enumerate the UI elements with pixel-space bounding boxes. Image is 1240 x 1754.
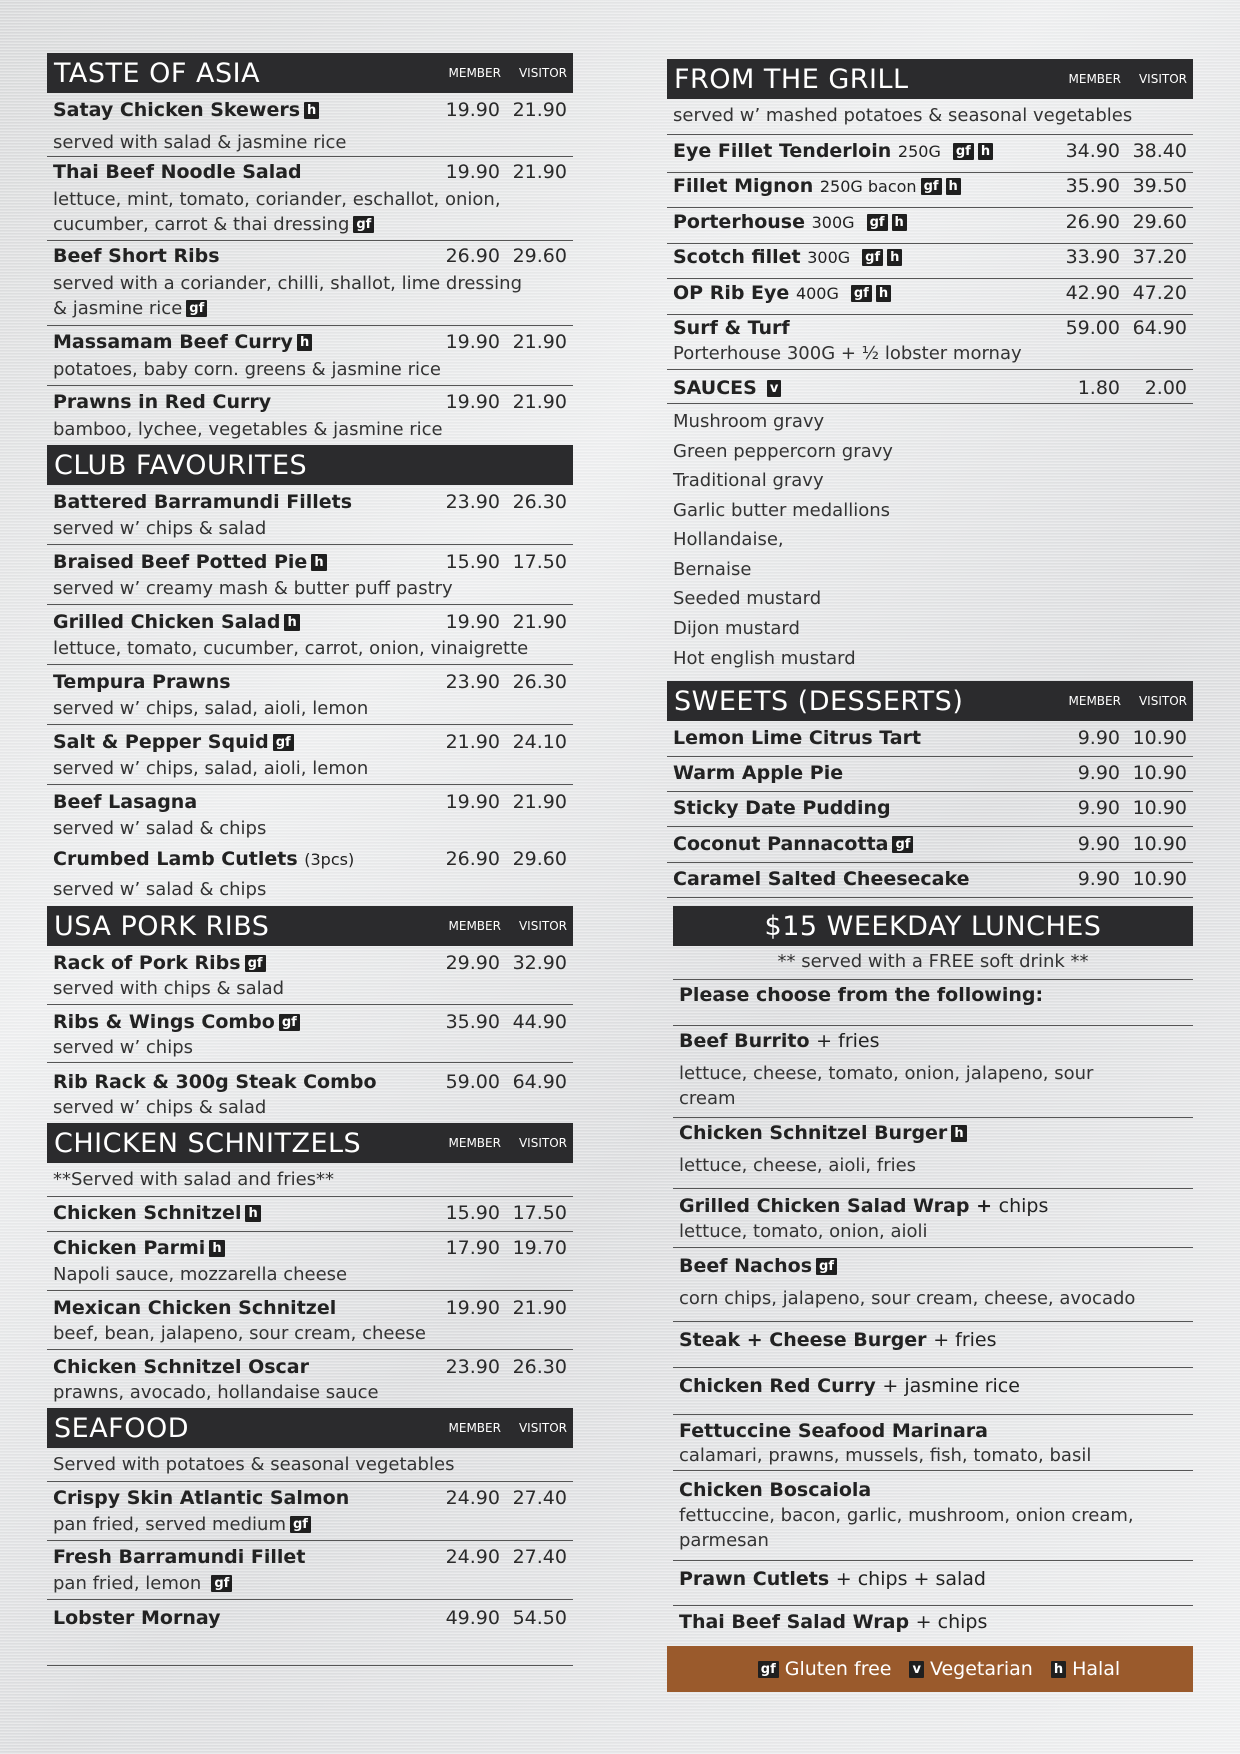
item-desc: lettuce, tomato, cucumber, carrot, onion, vinaigrette xyxy=(53,638,529,659)
section-title: CLUB FAVOURITES xyxy=(54,449,308,481)
gluten-free-icon: gf xyxy=(245,955,266,972)
menu-item xyxy=(667,140,1193,173)
halal-icon: h xyxy=(304,102,319,119)
section-header-weekday-lunches xyxy=(673,906,1193,946)
sauce-item: Traditional gravy xyxy=(673,470,824,491)
item-desc: Porterhouse 300G + ½ lobster mornay xyxy=(673,343,1022,364)
member-price: 19.90 xyxy=(445,99,500,121)
visitor-price: 21.90 xyxy=(512,1297,567,1319)
item-portion: 300G xyxy=(811,213,855,232)
gluten-free-icon: gf xyxy=(867,214,888,231)
item-name: Fresh Barramundi Fillet xyxy=(53,1546,306,1568)
item-name: Thai Beef Noodle Salad xyxy=(53,161,302,183)
visitor-price: 21.90 xyxy=(512,99,567,121)
visitor-col-label: VISITOR xyxy=(518,66,567,80)
item-desc: served with chips & salad xyxy=(53,978,285,999)
member-price: 19.90 xyxy=(445,391,500,413)
visitor-price: 37.20 xyxy=(1132,246,1187,268)
menu-item xyxy=(47,1487,573,1541)
item-desc: parmesan xyxy=(679,1530,769,1551)
gluten-free-icon: gf xyxy=(290,1516,311,1533)
menu-item xyxy=(47,1356,573,1408)
item-name: Grilled Chicken Salad Wrap + xyxy=(679,1195,993,1217)
section-title: SWEETS (DESSERTS) xyxy=(674,685,964,717)
member-price: 59.00 xyxy=(445,1071,500,1093)
halal-icon: h xyxy=(876,285,891,302)
gluten-free-icon: gf xyxy=(921,178,942,195)
member-price: 9.90 xyxy=(1077,797,1120,819)
visitor-price: 21.90 xyxy=(512,391,567,413)
visitor-price: 29.60 xyxy=(1132,211,1187,233)
item-desc xyxy=(53,212,374,237)
item-desc: bamboo, lychee, vegetables & jasmine rice xyxy=(53,419,443,440)
item-name: Beef Short Ribs xyxy=(53,245,220,267)
item-name: Lobster Mornay xyxy=(53,1607,221,1629)
menu-item xyxy=(47,1071,573,1123)
item-name: Thai Beef Salad Wrap xyxy=(679,1611,910,1633)
item-desc: potatoes, baby corn. greens & jasmine rice xyxy=(53,359,441,380)
visitor-price: 54.50 xyxy=(512,1607,567,1629)
item-name: Lemon Lime Citrus Tart xyxy=(673,727,922,749)
member-price: 26.90 xyxy=(445,245,500,267)
section-header-taste-of-asia xyxy=(47,53,573,93)
menu-item xyxy=(673,1030,1193,1118)
menu-item xyxy=(47,1546,573,1600)
member-price: 33.90 xyxy=(1065,246,1120,268)
item-portion: 400G xyxy=(795,284,839,303)
halal-icon: h xyxy=(311,554,326,571)
visitor-price: 29.60 xyxy=(512,848,567,870)
item-desc: served w’ chips & salad xyxy=(53,1097,267,1118)
gluten-free-icon: gf xyxy=(353,216,374,233)
vegetarian-icon: v xyxy=(909,1661,923,1678)
item-name: Satay Chicken Skewers xyxy=(53,99,301,121)
visitor-price: 44.90 xyxy=(512,1011,567,1033)
section-header-chicken-schnitzels xyxy=(47,1123,573,1163)
member-col-label: MEMBER xyxy=(1068,72,1121,86)
sauce-item: Hollandaise, xyxy=(673,529,784,550)
member-price: 9.90 xyxy=(1077,762,1120,784)
visitor-price: 27.40 xyxy=(512,1487,567,1509)
menu-item xyxy=(673,1195,1193,1248)
item-desc: lettuce, cheese, aioli, fries xyxy=(679,1155,917,1176)
menu-item xyxy=(667,833,1193,863)
item-name: Crispy Skin Atlantic Salmon xyxy=(53,1487,350,1509)
halal-icon: h xyxy=(209,1240,224,1257)
gluten-free-icon: gf xyxy=(273,734,294,751)
menu-item xyxy=(667,282,1193,315)
visitor-price: 21.90 xyxy=(512,331,567,353)
gluten-free-icon: gf xyxy=(862,249,883,266)
item-desc: cream xyxy=(679,1088,736,1109)
member-col-label: MEMBER xyxy=(448,66,501,80)
legend-vegetarian-label: Vegetarian xyxy=(929,1658,1033,1680)
section-title: USA PORK RIBS xyxy=(54,910,270,942)
menu-item xyxy=(667,868,1193,898)
visitor-price: 64.90 xyxy=(1132,317,1187,339)
item-name: Prawns in Red Curry xyxy=(53,391,272,413)
item-name: Braised Beef Potted Pie xyxy=(53,551,308,573)
section-header-club-favourites xyxy=(47,445,573,485)
visitor-price: 17.50 xyxy=(512,1202,567,1224)
gluten-free-icon: gf xyxy=(186,300,207,317)
item-name: Battered Barramundi Fillets xyxy=(53,491,353,513)
sauce-item: Bernaise xyxy=(673,559,752,580)
member-price: 24.90 xyxy=(445,1546,500,1568)
item-name: Surf & Turf xyxy=(673,317,790,339)
item-desc-text: cucumber, carrot & thai dressing xyxy=(53,214,350,235)
gluten-free-icon: gf xyxy=(758,1661,779,1678)
item-desc: Napoli sauce, mozzarella cheese xyxy=(53,1264,348,1285)
visitor-price: 39.50 xyxy=(1132,175,1187,197)
menu-item xyxy=(47,1607,573,1637)
item-desc xyxy=(53,1571,232,1596)
section-title: $15 WEEKDAY LUNCHES xyxy=(764,910,1102,942)
item-name: Fillet Mignon xyxy=(673,175,814,197)
item-name: Grilled Chicken Salad xyxy=(53,611,281,633)
menu-item xyxy=(667,727,1193,757)
menu-item xyxy=(667,211,1193,244)
member-price: 59.00 xyxy=(1065,317,1120,339)
item-desc: served with salad & jasmine rice xyxy=(53,132,347,153)
visitor-price: 27.40 xyxy=(512,1546,567,1568)
menu-item xyxy=(47,551,573,605)
menu-item xyxy=(667,762,1193,792)
visitor-price: 10.90 xyxy=(1132,833,1187,855)
item-desc: corn chips, jalapeno, sour cream, cheese, avocado xyxy=(679,1288,1136,1309)
section-header-seafood xyxy=(47,1408,573,1448)
section-note: served w’ mashed potatoes & seasonal vegetables xyxy=(673,105,1133,126)
menu-item xyxy=(673,1479,1193,1561)
item-name: Fettuccine Seafood Marinara xyxy=(679,1420,988,1442)
item-name: Chicken Schnitzel xyxy=(53,1202,242,1224)
item-name: Sticky Date Pudding xyxy=(673,797,891,819)
halal-icon: h xyxy=(1051,1661,1066,1678)
item-name: Chicken Boscaiola xyxy=(679,1479,872,1501)
menu-item xyxy=(47,491,573,545)
item-name: Beef Burrito xyxy=(679,1030,810,1052)
member-price: 21.90 xyxy=(445,731,500,753)
member-price: 9.90 xyxy=(1077,833,1120,855)
member-price: 23.90 xyxy=(445,671,500,693)
menu-item xyxy=(667,317,1193,370)
menu-item xyxy=(667,797,1193,827)
section-note-row xyxy=(673,948,1193,980)
item-portion: 250G bacon xyxy=(819,177,917,196)
menu-item xyxy=(47,99,573,157)
visitor-price: 26.30 xyxy=(512,671,567,693)
item-desc-text: & jasmine rice xyxy=(53,298,183,319)
menu-item xyxy=(673,1568,1193,1606)
section-title: SEAFOOD xyxy=(54,1412,189,1444)
item-desc: served w’ chips, salad, aioli, lemon xyxy=(53,698,369,719)
menu-item xyxy=(667,246,1193,279)
item-name: Scotch fillet xyxy=(673,246,801,268)
member-price: 49.90 xyxy=(445,1607,500,1629)
menu-item xyxy=(673,1375,1193,1415)
item-portion: (3pcs) xyxy=(304,850,355,869)
member-price: 42.90 xyxy=(1065,282,1120,304)
halal-icon: h xyxy=(297,334,312,351)
visitor-price: 21.90 xyxy=(512,161,567,183)
member-col-label: MEMBER xyxy=(1068,694,1121,708)
menu-item xyxy=(47,611,573,665)
item-extra: + fries xyxy=(933,1329,997,1351)
item-name: Chicken Red Curry xyxy=(679,1375,876,1397)
sauce-item: Dijon mustard xyxy=(673,618,800,639)
item-name: Chicken Parmi xyxy=(53,1237,206,1259)
member-price: 26.90 xyxy=(1065,211,1120,233)
choose-heading: Please choose from the following: xyxy=(679,984,1044,1006)
menu-item xyxy=(673,1420,1193,1471)
visitor-price: 64.90 xyxy=(512,1071,567,1093)
item-extra: + chips xyxy=(915,1611,988,1633)
visitor-price: 47.20 xyxy=(1132,282,1187,304)
section-title: TASTE OF ASIA xyxy=(54,57,261,89)
member-price: 23.90 xyxy=(445,491,500,513)
member-price: 26.90 xyxy=(445,848,500,870)
sauce-item: Hot english mustard xyxy=(673,648,856,669)
halal-icon: h xyxy=(245,1205,260,1222)
item-name: Chicken Schnitzel Burger xyxy=(679,1122,948,1144)
item-name: Prawn Cutlets xyxy=(679,1568,830,1590)
choose-row xyxy=(673,984,1193,1026)
menu-item xyxy=(673,1255,1193,1322)
menu-item xyxy=(47,331,573,386)
visitor-col-label: VISITOR xyxy=(518,1136,567,1150)
visitor-price: 32.90 xyxy=(512,952,567,974)
item-name: SAUCES xyxy=(673,377,757,399)
section-title: CHICKEN SCHNITZELS xyxy=(54,1127,362,1159)
member-price: 19.90 xyxy=(445,161,500,183)
visitor-col-label: VISITOR xyxy=(518,919,567,933)
member-col-label: MEMBER xyxy=(448,1421,501,1435)
item-desc: served w’ chips xyxy=(53,1037,194,1058)
item-name: Porterhouse xyxy=(673,211,805,233)
menu-item xyxy=(47,1297,573,1350)
legend-gluten-free-label: Gluten free xyxy=(784,1658,892,1680)
menu-item xyxy=(673,1122,1193,1189)
sauce-item: Green peppercorn gravy xyxy=(673,441,893,462)
section-note: Served with potatoes & seasonal vegetables xyxy=(53,1454,455,1475)
item-desc: lettuce, cheese, tomato, onion, jalapeno, sour xyxy=(679,1063,1094,1084)
menu-item xyxy=(673,1611,1193,1641)
item-desc: served w’ salad & chips xyxy=(53,818,267,839)
item-portion: 300G xyxy=(807,248,851,267)
item-desc: prawns, avocado, hollandaise sauce xyxy=(53,1382,379,1403)
member-price: 15.90 xyxy=(445,1202,500,1224)
halal-icon: h xyxy=(946,178,961,195)
member-price: 9.90 xyxy=(1077,727,1120,749)
menu-item xyxy=(667,175,1193,208)
item-desc: served w’ chips, salad, aioli, lemon xyxy=(53,758,369,779)
item-portion: 250G xyxy=(897,142,941,161)
menu-item xyxy=(47,671,573,725)
gluten-free-icon: gf xyxy=(892,836,913,853)
halal-icon: h xyxy=(951,1125,966,1142)
menu-item xyxy=(47,161,573,241)
visitor-price: 10.90 xyxy=(1132,797,1187,819)
member-price: 19.90 xyxy=(445,611,500,633)
gluten-free-icon: gf xyxy=(851,285,872,302)
menu-item xyxy=(47,391,573,446)
item-name: Chicken Schnitzel Oscar xyxy=(53,1356,309,1378)
member-price: 19.90 xyxy=(445,331,500,353)
sauce-item: Mushroom gravy xyxy=(673,411,825,432)
item-name: Rack of Pork Ribs xyxy=(53,952,241,974)
halal-icon: h xyxy=(892,214,907,231)
member-price: 34.90 xyxy=(1065,140,1120,162)
visitor-price: 38.40 xyxy=(1132,140,1187,162)
member-price: 19.90 xyxy=(445,1297,500,1319)
member-price: 35.90 xyxy=(445,1011,500,1033)
gluten-free-icon: gf xyxy=(953,143,974,160)
item-name: Massamam Beef Curry xyxy=(53,331,293,353)
visitor-price: 2.00 xyxy=(1144,377,1187,399)
member-price: 24.90 xyxy=(445,1487,500,1509)
item-desc-text: pan fried, served medium xyxy=(53,1514,286,1535)
member-col-label: MEMBER xyxy=(448,1136,501,1150)
item-extra: chips xyxy=(998,1195,1049,1217)
vegetarian-icon: v xyxy=(767,380,781,397)
member-price: 1.80 xyxy=(1077,377,1120,399)
member-price: 17.90 xyxy=(445,1237,500,1259)
visitor-price: 17.50 xyxy=(512,551,567,573)
gluten-free-icon: gf xyxy=(279,1014,300,1031)
menu-item xyxy=(47,1202,573,1232)
item-desc: calamari, prawns, mussels, fish, tomato, basil xyxy=(679,1445,1092,1466)
item-name: Eye Fillet Tenderloin xyxy=(673,140,892,162)
item-name: Salt & Pepper Squid xyxy=(53,731,269,753)
item-extra: + fries xyxy=(816,1030,880,1052)
visitor-price: 21.90 xyxy=(512,791,567,813)
menu-item xyxy=(47,245,573,326)
sauce-item: Garlic butter medallions xyxy=(673,500,891,521)
legend-halal-label: Halal xyxy=(1072,1658,1121,1680)
visitor-price: 10.90 xyxy=(1132,762,1187,784)
divider xyxy=(47,1665,573,1666)
member-price: 29.90 xyxy=(445,952,500,974)
item-name: OP Rib Eye xyxy=(673,282,790,304)
section-note-row xyxy=(47,1167,573,1197)
section-title: FROM THE GRILL xyxy=(674,63,909,95)
menu-item xyxy=(673,1329,1193,1368)
section-header-from-the-grill xyxy=(667,59,1193,99)
member-price: 15.90 xyxy=(445,551,500,573)
item-desc: served w’ salad & chips xyxy=(53,879,267,900)
visitor-price: 21.90 xyxy=(512,611,567,633)
menu-item xyxy=(47,1011,573,1063)
member-price: 19.90 xyxy=(445,791,500,813)
item-desc: beef, bean, jalapeno, sour cream, cheese xyxy=(53,1323,426,1344)
member-price: 23.90 xyxy=(445,1356,500,1378)
item-desc: fettuccine, bacon, garlic, mushroom, onion cream, xyxy=(679,1505,1134,1526)
visitor-price: 29.60 xyxy=(512,245,567,267)
section-note-row xyxy=(47,1452,573,1482)
item-name: Caramel Salted Cheesecake xyxy=(673,868,970,890)
item-name: Ribs & Wings Combo xyxy=(53,1011,275,1033)
dietary-legend xyxy=(667,1646,1193,1692)
item-desc: served with a coriander, chilli, shallot, lime dressing xyxy=(53,273,522,294)
gluten-free-icon: gf xyxy=(211,1575,232,1592)
visitor-price: 26.30 xyxy=(512,1356,567,1378)
visitor-price: 24.10 xyxy=(512,731,567,753)
section-note-row xyxy=(667,102,1193,135)
halal-icon: h xyxy=(978,143,993,160)
item-desc: lettuce, mint, tomato, coriander, eschallot, onion, xyxy=(53,189,501,210)
item-desc xyxy=(53,1512,311,1537)
item-name: Tempura Prawns xyxy=(53,671,231,693)
menu-item xyxy=(47,848,573,903)
item-desc: served w’ creamy mash & butter puff pastry xyxy=(53,578,453,599)
item-name: Rib Rack & 300g Steak Combo xyxy=(53,1071,377,1093)
section-header-sweets xyxy=(667,681,1193,721)
item-name: Crumbed Lamb Cutlets xyxy=(53,848,298,870)
section-note: ** served with a FREE soft drink ** xyxy=(777,951,1089,972)
visitor-price: 10.90 xyxy=(1132,868,1187,890)
visitor-price: 10.90 xyxy=(1132,727,1187,749)
visitor-col-label: VISITOR xyxy=(518,1421,567,1435)
item-name: Beef Lasagna xyxy=(53,791,198,813)
section-note: **Served with salad and fries** xyxy=(53,1169,335,1190)
member-col-label: MEMBER xyxy=(448,919,501,933)
item-desc xyxy=(53,296,207,321)
item-name: Warm Apple Pie xyxy=(673,762,844,784)
halal-icon: h xyxy=(887,249,902,266)
halal-icon: h xyxy=(284,614,299,631)
visitor-col-label: VISITOR xyxy=(1138,72,1187,86)
member-price: 35.90 xyxy=(1065,175,1120,197)
gluten-free-icon: gf xyxy=(816,1258,837,1275)
item-desc-text: pan fried, lemon xyxy=(53,1573,202,1594)
item-name: Steak + Cheese Burger xyxy=(679,1329,927,1351)
item-name: Mexican Chicken Schnitzel xyxy=(53,1297,337,1319)
item-extra: + chips + salad xyxy=(835,1568,986,1590)
sauce-item: Seeded mustard xyxy=(673,588,822,609)
visitor-price: 26.30 xyxy=(512,491,567,513)
menu-item xyxy=(47,791,573,845)
item-name: Beef Nachos xyxy=(679,1255,813,1277)
menu-item xyxy=(47,1237,573,1291)
item-desc: served w’ chips & salad xyxy=(53,518,267,539)
item-extra: + jasmine rice xyxy=(882,1375,1020,1397)
menu-item xyxy=(47,731,573,785)
member-price: 9.90 xyxy=(1077,868,1120,890)
visitor-col-label: VISITOR xyxy=(1138,694,1187,708)
item-desc: lettuce, tomato, onion, aioli xyxy=(679,1221,928,1242)
menu-item xyxy=(47,952,573,1005)
visitor-price: 19.70 xyxy=(512,1237,567,1259)
section-header-usa-pork-ribs xyxy=(47,906,573,946)
item-name: Coconut Pannacotta xyxy=(673,833,889,855)
menu-item-sauces xyxy=(667,377,1193,404)
